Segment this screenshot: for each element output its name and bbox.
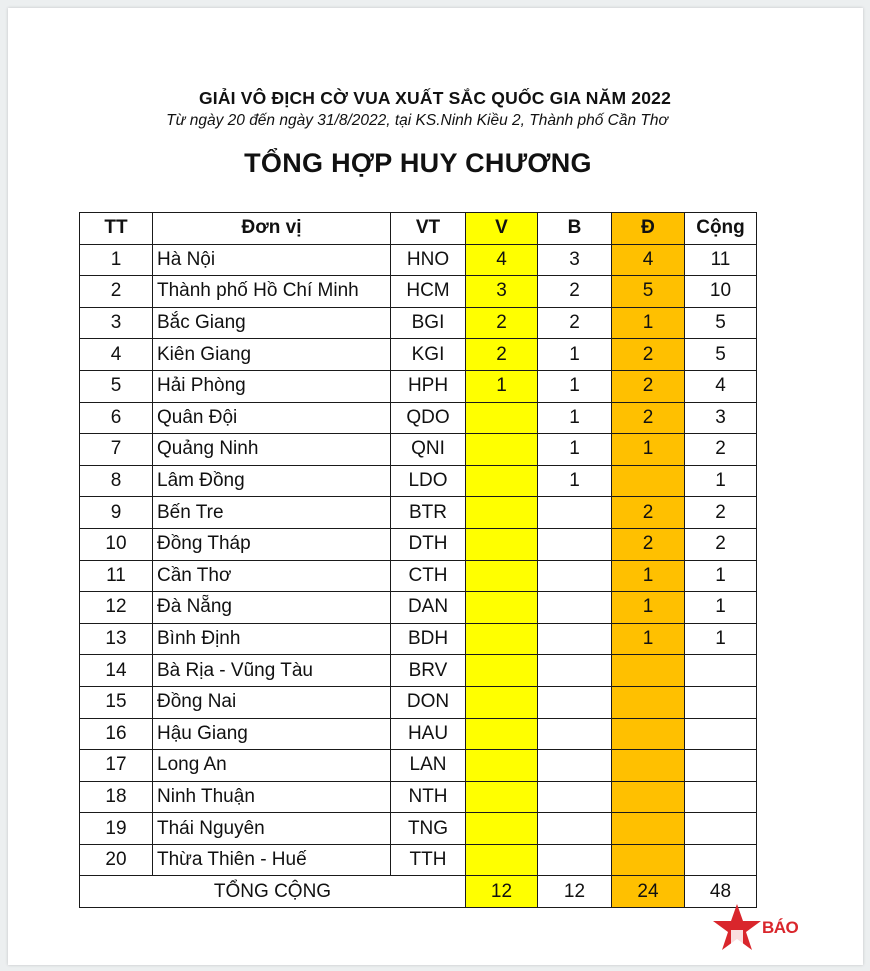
cell-vt: HPH — [391, 370, 466, 402]
cell-unit: Bà Rịa - Vũng Tàu — [153, 655, 391, 687]
table-row — [80, 844, 757, 876]
table-row — [80, 592, 757, 624]
cell-gold — [466, 718, 538, 750]
cell-unit: Kiên Giang — [153, 339, 391, 371]
cell-bronze — [612, 718, 685, 750]
cell-bronze: 4 — [612, 244, 685, 276]
cell-gold — [466, 560, 538, 592]
cell-unit: Đà Nẵng — [153, 592, 391, 624]
cell-tt: 11 — [80, 560, 153, 592]
cell-silver — [538, 813, 612, 845]
cell-bronze: 2 — [612, 402, 685, 434]
header-vt: VT — [391, 213, 466, 245]
header-tt: TT — [80, 213, 153, 245]
cell-gold — [466, 592, 538, 624]
table-row — [80, 434, 757, 466]
cell-tt: 3 — [80, 307, 153, 339]
cell-tt: 16 — [80, 718, 153, 750]
cell-vt: TNG — [391, 813, 466, 845]
cell-tt: 20 — [80, 844, 153, 876]
cell-unit: Lâm Đồng — [153, 465, 391, 497]
cell-unit: Quân Đội — [153, 402, 391, 434]
table-row — [80, 244, 757, 276]
cell-total: 5 — [685, 307, 757, 339]
totals-total: 48 — [685, 876, 757, 908]
cell-vt: LDO — [391, 465, 466, 497]
cell-gold — [466, 623, 538, 655]
cell-vt: BDH — [391, 623, 466, 655]
cell-vt: KGI — [391, 339, 466, 371]
cell-total: 11 — [685, 244, 757, 276]
cell-vt: HAU — [391, 718, 466, 750]
cell-unit: Đồng Tháp — [153, 528, 391, 560]
cell-gold — [466, 750, 538, 782]
cell-tt: 4 — [80, 339, 153, 371]
header-bronze: Đ — [612, 213, 685, 245]
cell-unit: Bến Tre — [153, 497, 391, 529]
cell-total — [685, 686, 757, 718]
cell-total — [685, 844, 757, 876]
cell-bronze: 1 — [612, 592, 685, 624]
cell-silver — [538, 750, 612, 782]
cell-bronze — [612, 750, 685, 782]
cell-tt: 7 — [80, 434, 153, 466]
cell-silver: 1 — [538, 402, 612, 434]
cell-silver: 1 — [538, 339, 612, 371]
cell-bronze: 2 — [612, 528, 685, 560]
cell-gold: 1 — [466, 370, 538, 402]
cell-silver — [538, 560, 612, 592]
cell-total — [685, 750, 757, 782]
cell-vt: QDO — [391, 402, 466, 434]
totals-bronze: 24 — [612, 876, 685, 908]
cell-total: 10 — [685, 276, 757, 308]
cell-bronze — [612, 813, 685, 845]
cell-total — [685, 718, 757, 750]
cell-bronze: 2 — [612, 497, 685, 529]
table-header-row — [80, 213, 757, 245]
cell-tt: 5 — [80, 370, 153, 402]
cell-bronze: 2 — [612, 370, 685, 402]
cell-tt: 8 — [80, 465, 153, 497]
cell-unit: Cần Thơ — [153, 560, 391, 592]
cell-unit: Thành phố Hồ Chí Minh — [153, 276, 391, 308]
cell-gold: 2 — [466, 307, 538, 339]
header-gold: V — [466, 213, 538, 245]
cell-bronze — [612, 844, 685, 876]
cell-silver: 1 — [538, 434, 612, 466]
cell-vt: CTH — [391, 560, 466, 592]
header-total: Cộng — [685, 213, 757, 245]
totals-gold: 12 — [466, 876, 538, 908]
cell-bronze: 1 — [612, 307, 685, 339]
table-row — [80, 750, 757, 782]
table-row — [80, 276, 757, 308]
cell-total: 4 — [685, 370, 757, 402]
cell-gold — [466, 813, 538, 845]
cell-unit: Hậu Giang — [153, 718, 391, 750]
cell-tt: 2 — [80, 276, 153, 308]
cell-bronze — [612, 465, 685, 497]
logo-text: BÁO — [762, 918, 799, 937]
totals-silver: 12 — [538, 876, 612, 908]
cell-gold — [466, 465, 538, 497]
cell-gold — [466, 402, 538, 434]
cell-unit: Hà Nội — [153, 244, 391, 276]
cell-tt: 6 — [80, 402, 153, 434]
cell-silver — [538, 592, 612, 624]
cell-unit: Ninh Thuận — [153, 781, 391, 813]
cell-vt: HNO — [391, 244, 466, 276]
cell-total — [685, 655, 757, 687]
cell-silver: 2 — [538, 307, 612, 339]
cell-gold: 4 — [466, 244, 538, 276]
cell-vt: DON — [391, 686, 466, 718]
cell-vt: BTR — [391, 497, 466, 529]
table-row — [80, 528, 757, 560]
cell-vt: TTH — [391, 844, 466, 876]
cell-bronze — [612, 781, 685, 813]
cell-unit: Đồng Nai — [153, 686, 391, 718]
cell-bronze — [612, 686, 685, 718]
cell-vt: QNI — [391, 434, 466, 466]
cell-tt: 10 — [80, 528, 153, 560]
table-row — [80, 339, 757, 371]
cell-gold — [466, 497, 538, 529]
table-row — [80, 718, 757, 750]
cell-silver — [538, 844, 612, 876]
cell-total: 1 — [685, 465, 757, 497]
table-row — [80, 402, 757, 434]
cell-bronze: 1 — [612, 434, 685, 466]
cell-total: 5 — [685, 339, 757, 371]
cell-bronze: 1 — [612, 623, 685, 655]
cell-total — [685, 781, 757, 813]
cell-bronze: 1 — [612, 560, 685, 592]
table-row — [80, 307, 757, 339]
cell-tt: 12 — [80, 592, 153, 624]
cell-silver: 3 — [538, 244, 612, 276]
table-row — [80, 686, 757, 718]
cell-unit: Thái Nguyên — [153, 813, 391, 845]
cell-silver — [538, 497, 612, 529]
cell-vt: NTH — [391, 781, 466, 813]
cell-silver — [538, 781, 612, 813]
document-title: GIẢI VÔ ĐỊCH CỜ VUA XUẤT SẮC QUỐC GIA NĂM 2022 — [198, 88, 672, 108]
table-row — [80, 370, 757, 402]
table-row — [80, 781, 757, 813]
cell-gold: 2 — [466, 339, 538, 371]
cell-unit: Quảng Ninh — [153, 434, 391, 466]
cell-gold — [466, 655, 538, 687]
cell-gold — [466, 528, 538, 560]
cell-total — [685, 813, 757, 845]
cell-total: 1 — [685, 623, 757, 655]
cell-tt: 18 — [80, 781, 153, 813]
cell-tt: 13 — [80, 623, 153, 655]
document-subtitle: Từ ngày 20 đến ngày 31/8/2022, tại KS.Ninh Kiều 2, Thành phố Cần Thơ — [166, 112, 668, 129]
cell-bronze: 2 — [612, 339, 685, 371]
table-body — [80, 244, 757, 876]
table-row — [80, 623, 757, 655]
cell-tt: 19 — [80, 813, 153, 845]
cell-silver: 2 — [538, 276, 612, 308]
cell-gold — [466, 686, 538, 718]
table-row — [80, 497, 757, 529]
table-row — [80, 813, 757, 845]
header-unit: Đơn vị — [153, 213, 391, 245]
cell-unit: Hải Phòng — [153, 370, 391, 402]
cell-tt: 15 — [80, 686, 153, 718]
cell-vt: DTH — [391, 528, 466, 560]
cell-total: 1 — [685, 592, 757, 624]
cell-total: 2 — [685, 528, 757, 560]
cell-vt: DAN — [391, 592, 466, 624]
document-heading: TỔNG HỢP HUY CHƯƠNG — [244, 148, 592, 178]
building-icon — [731, 930, 743, 944]
table-row — [80, 465, 757, 497]
cell-vt: BRV — [391, 655, 466, 687]
cell-vt: LAN — [391, 750, 466, 782]
cell-silver — [538, 528, 612, 560]
totals-label: TỔNG CỘNG — [80, 876, 466, 908]
cell-silver: 1 — [538, 465, 612, 497]
cell-unit: Thừa Thiên - Huế — [153, 844, 391, 876]
totals-row — [80, 876, 757, 908]
cell-silver — [538, 718, 612, 750]
cell-tt: 14 — [80, 655, 153, 687]
cell-tt: 17 — [80, 750, 153, 782]
cell-bronze: 5 — [612, 276, 685, 308]
cell-unit: Bắc Giang — [153, 307, 391, 339]
cell-tt: 9 — [80, 497, 153, 529]
cell-gold: 3 — [466, 276, 538, 308]
cell-gold — [466, 844, 538, 876]
medal-table — [79, 212, 757, 908]
cell-bronze — [612, 655, 685, 687]
table-row — [80, 655, 757, 687]
cell-total: 2 — [685, 434, 757, 466]
cell-silver — [538, 623, 612, 655]
cell-total: 1 — [685, 560, 757, 592]
header-silver: B — [538, 213, 612, 245]
cell-silver — [538, 655, 612, 687]
cell-unit: Bình Định — [153, 623, 391, 655]
cell-total: 3 — [685, 402, 757, 434]
cell-vt: BGI — [391, 307, 466, 339]
cell-total: 2 — [685, 497, 757, 529]
table-row — [80, 560, 757, 592]
cell-silver: 1 — [538, 370, 612, 402]
cell-vt: HCM — [391, 276, 466, 308]
cell-gold — [466, 781, 538, 813]
cell-silver — [538, 686, 612, 718]
cell-gold — [466, 434, 538, 466]
cell-unit: Long An — [153, 750, 391, 782]
cell-tt: 1 — [80, 244, 153, 276]
